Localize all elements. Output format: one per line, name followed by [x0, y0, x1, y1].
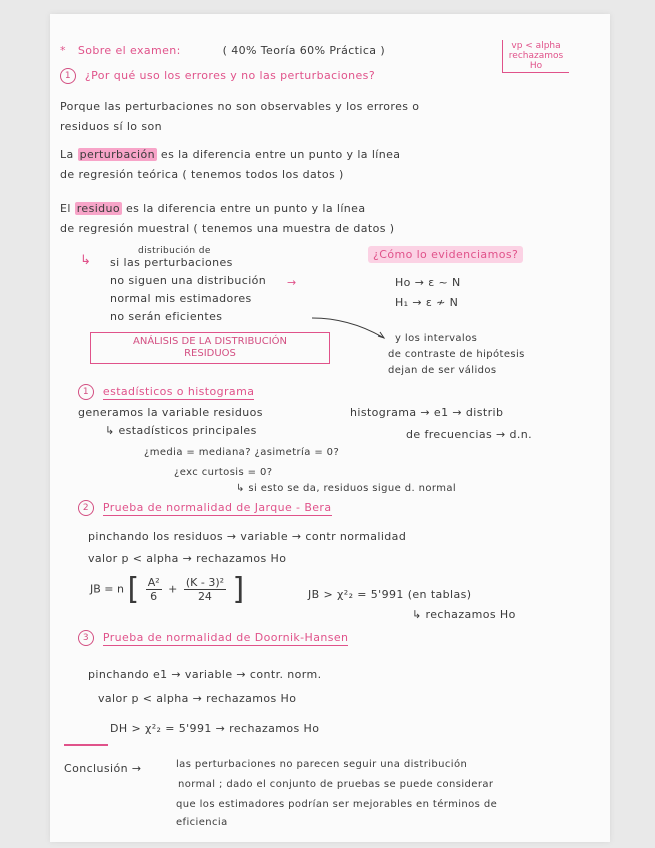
- intervals-1: y los intervalos: [395, 333, 478, 344]
- consequence-4: no serán eficientes: [110, 310, 223, 323]
- intervals-2: de contraste de hipótesis: [388, 349, 525, 360]
- consequence-2: no siguen una distribución: [110, 274, 267, 287]
- method3-line-1: pinchando e1 → variable → contr. norm.: [88, 668, 322, 681]
- q1-answer-2: residuos sí lo son: [60, 120, 162, 133]
- method1-line-5: ↳ si esto se da, residuos sigue d. normal: [236, 483, 457, 494]
- intervals-3: dejan de ser válidos: [388, 365, 497, 376]
- conclusion-label: Conclusión →: [64, 762, 142, 775]
- method1-number: 1: [78, 384, 94, 400]
- method3-line-2: valor p < alpha → rechazamos Ho: [98, 692, 297, 705]
- method1-line-2b: de frecuencias → d.n.: [406, 428, 533, 441]
- method2-title: Prueba de normalidad de Jarque - Bera: [102, 501, 332, 514]
- header-title: Sobre el examen:: [77, 44, 181, 57]
- conclusion-line-2: normal ; dado el conjunto de pruebas se puede considerar: [178, 779, 494, 790]
- method2-title-line: [78, 500, 332, 516]
- divider: [64, 744, 108, 746]
- q1-question-line: [60, 68, 375, 84]
- method3-title: Prueba de normalidad de Doornik-Hansen: [102, 631, 349, 644]
- method2-line-2: valor p < alpha → rechazamos Ho: [88, 552, 287, 565]
- conclusion-line-3: que los estimadores podrían ser mejorables en términos de: [176, 799, 498, 810]
- arrow-icon: ↳: [80, 253, 92, 268]
- method1-line-4: ¿exc curtosis = 0?: [174, 467, 273, 478]
- jb-num1: A²: [147, 576, 160, 589]
- header-note: vp < alpha rechazamos Ho: [502, 40, 569, 73]
- res-term: residuo: [76, 202, 121, 215]
- header-line: [60, 44, 385, 58]
- analysis-box: [90, 332, 330, 364]
- caret-note: distribución de: [138, 246, 211, 256]
- pert-definition-1: La perturbación es la diferencia entre un punto y la línea: [60, 148, 401, 161]
- method1-title: estadísticos o histograma: [102, 385, 255, 398]
- jb-den1: 6: [150, 590, 158, 603]
- q1-question: ¿Por qué uso los errores y no las perturbaciones?: [84, 69, 376, 82]
- pert-term: perturbación: [79, 148, 155, 161]
- q1-number: 1: [60, 68, 76, 84]
- conclusion-line-1: las perturbaciones no parecen seguir una distribución: [176, 759, 468, 770]
- method2-number: 2: [78, 500, 94, 516]
- asterisk-icon: *: [60, 44, 66, 57]
- res-definition-1: El residuo es la diferencia entre un punto y la línea: [60, 202, 366, 215]
- notebook-page: [50, 14, 610, 842]
- jb-lhs: JB = n: [90, 582, 124, 596]
- method1-title-line: [78, 384, 254, 400]
- method3-title-line: [78, 630, 348, 646]
- evidence-question: ¿Cómo lo evidenciamos?: [368, 248, 523, 262]
- jb-condition: JB > χ²₂ = 5'991 (en tablas): [308, 588, 472, 601]
- jb-result: ↳ rechazamos Ho: [412, 608, 516, 621]
- jb-num2: (K - 3)²: [185, 576, 225, 589]
- consequence-1: si las perturbaciones: [110, 256, 233, 269]
- method3-number: 3: [78, 630, 94, 646]
- arrow-right-icon: →: [287, 276, 297, 289]
- header-weights: ( 40% Teoría 60% Práctica ): [222, 44, 386, 57]
- method2-line-1: pinchando los residuos → variable → contr normalidad: [88, 530, 407, 543]
- method1-line-1a: generamos la variable residuos: [78, 406, 263, 419]
- hypothesis-h1: H₁ → ε ≁ N: [395, 296, 459, 309]
- hypothesis-h0: Ho → ε ~ N: [395, 276, 461, 289]
- jb-den2: 24: [197, 590, 212, 603]
- analysis-box-line-1: ANÁLISIS DE LA DISTRIBUCIÓN: [133, 336, 287, 347]
- analysis-box-line-2: RESIDUOS: [184, 348, 236, 359]
- method3-line-3: DH > χ²₂ = 5'991 → rechazamos Ho: [110, 722, 320, 735]
- jb-formula: JB = n [ $\frac{\text{A²}}{6}$ + $\frac{\text{(K - 3)²}}{24}$ ]: [90, 572, 245, 607]
- q1-answer-1: Porque las perturbaciones no son observables y los errores o: [60, 100, 420, 113]
- consequence-3: normal mis estimadores: [110, 292, 252, 305]
- method1-line-3: ¿media = mediana? ¿asimetría = 0?: [144, 447, 340, 458]
- method1-line-1b: histograma → e1 → distrib: [350, 406, 504, 419]
- conclusion-line-4: eficiencia: [176, 817, 228, 828]
- method1-line-2a: ↳ estadísticos principales: [105, 424, 257, 437]
- pert-definition-2: de regresión teórica ( tenemos todos los datos ): [60, 168, 344, 181]
- res-definition-2: de regresión muestral ( tenemos una muestra de datos ): [60, 222, 395, 235]
